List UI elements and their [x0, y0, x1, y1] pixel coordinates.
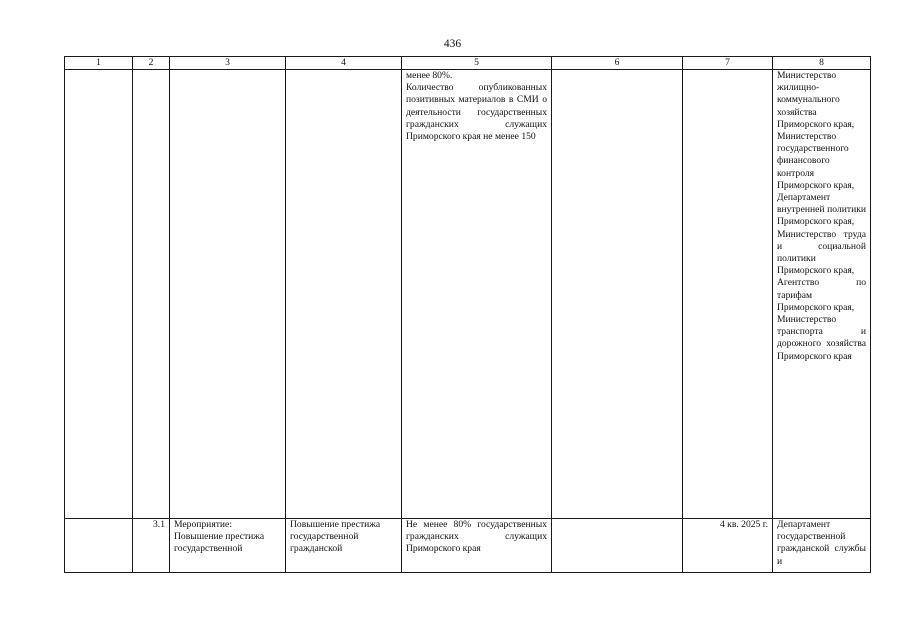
executor-1: Министерство жилищно-коммунального хозяйства Приморского края, — [777, 70, 855, 130]
deadline: 4 кв. 2025 г. — [683, 519, 773, 573]
cell-r1-c6 — [552, 70, 683, 519]
cell-r1-c3 — [170, 70, 286, 519]
cell-r1-c4 — [286, 70, 402, 519]
header-col-7: 7 — [683, 57, 773, 70]
header-col-1: 1 — [65, 57, 133, 70]
header-col-6: 6 — [552, 57, 683, 70]
cell-r2-c6 — [552, 519, 683, 573]
executor-3: Департамент внутренней политики Приморского края, — [777, 192, 866, 228]
measure-name: Мероприятие: Повышение престижа государственной — [170, 519, 286, 573]
executor-5: Агентство по тарифам Приморского края, — [777, 277, 866, 313]
cell-r1-c7 — [683, 70, 773, 519]
page-number: 436 — [443, 38, 462, 50]
header-col-4: 4 — [286, 57, 402, 70]
cell-r1-c1 — [65, 70, 133, 519]
header-col-2: 2 — [133, 57, 170, 70]
table-row — [65, 519, 871, 573]
document-table — [64, 56, 871, 573]
header-col-8: 8 — [773, 57, 871, 70]
executor-2: Министерство государственного финансового контроля Приморского края, — [777, 131, 855, 191]
table-row — [65, 70, 871, 519]
cell-r2-c1 — [65, 519, 133, 573]
executor-4: Министерство труда и социальной политики Приморского края, — [777, 228, 866, 277]
cell-r1-c5 — [402, 70, 552, 519]
measure-indicator: Не менее 80% государственных гражданских служащих Приморского края — [402, 519, 552, 573]
header-col-3: 3 — [170, 57, 286, 70]
indicator-text-1: менее 80%. — [406, 70, 453, 81]
cell-r1-c2 — [133, 70, 170, 519]
measure-goal: Повышение престижа государственной гражданской — [286, 519, 402, 573]
executor-6: Министерство транспорта и дорожного хозяйства Приморского края — [777, 314, 866, 362]
indicator-text-2: Количество опубликованных позитивных материалов в СМИ о деятельности государственных гражданских служащих Приморского края не менее 150 — [406, 82, 547, 143]
item-number: 3.1 — [133, 519, 170, 573]
header-col-5: 5 — [402, 57, 552, 70]
responsible-executor: Департамент государственной гражданской службы и — [773, 519, 871, 573]
cell-r1-c8 — [773, 70, 871, 519]
table-header-row — [65, 57, 871, 70]
